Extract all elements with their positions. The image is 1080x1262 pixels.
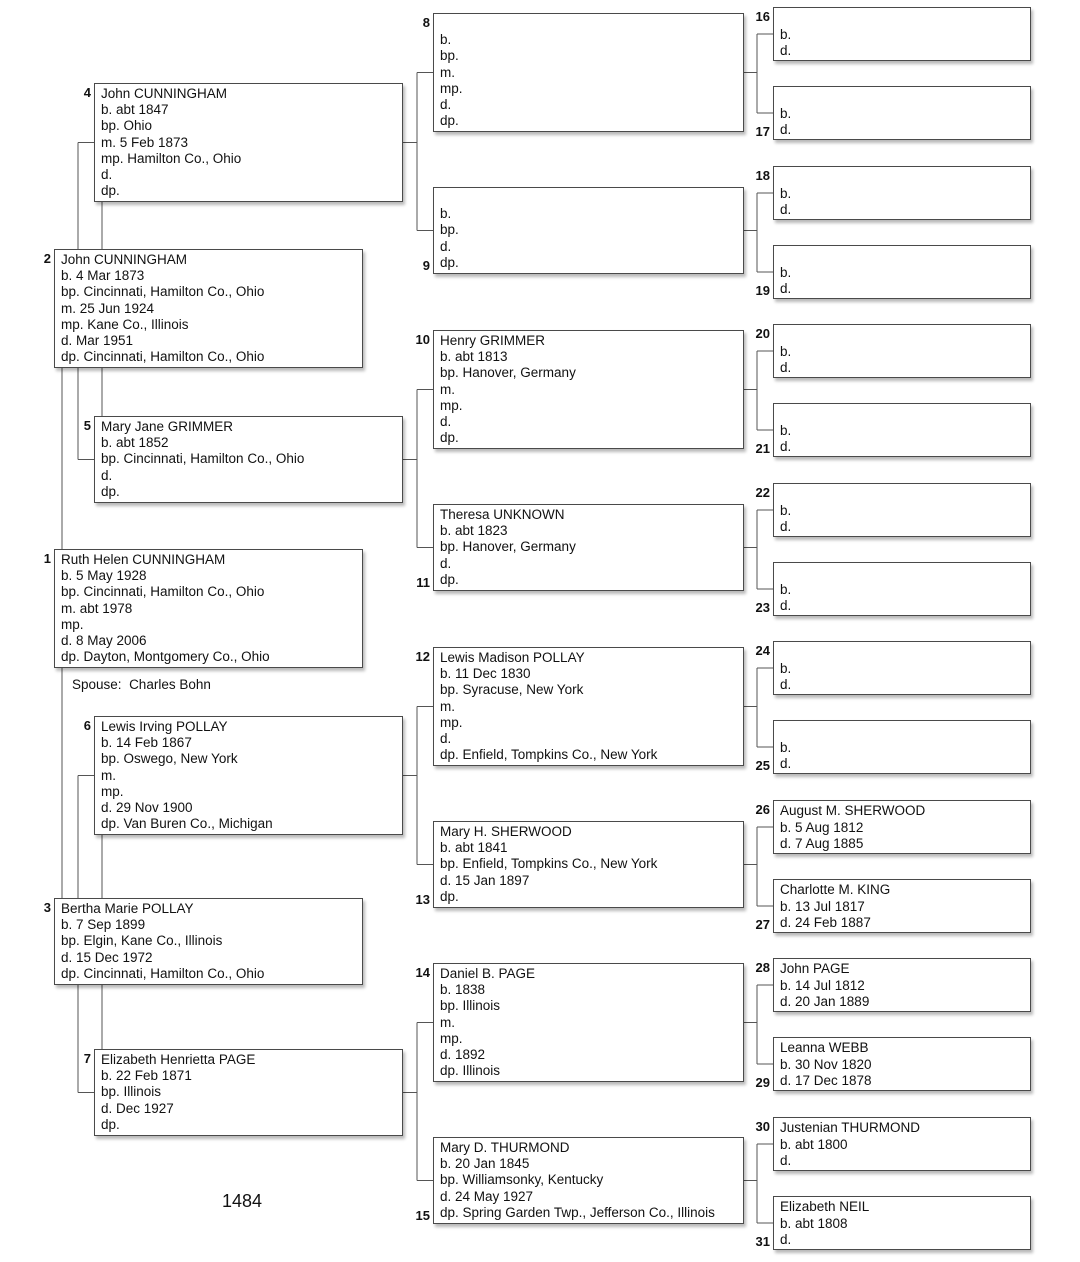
person-detail: b. [780,422,792,438]
person-detail: b. [780,660,792,676]
ahnentafel-number: 27 [755,917,770,932]
person-detail: bp. [440,48,459,64]
person-name: Elizabeth Henrietta PAGE [101,1052,256,1067]
person-name: Ruth Helen CUNNINGHAM [61,552,226,567]
person-detail: d. 15 Jan 1897 [440,872,530,888]
person-box-21 [773,403,1031,457]
person-detail: d. 24 Feb 1887 [780,914,871,930]
person-detail: dp. Enfield, Tompkins Co., New York [440,747,658,763]
person-box-31 [773,1196,1031,1250]
person-name: Daniel B. PAGE [440,966,536,981]
person-detail: dp. [101,483,120,499]
person-box-20 [773,324,1031,378]
person-name [780,644,1024,661]
person-detail: m. 25 Jun 1924 [61,300,155,316]
ahnentafel-number: 19 [755,283,770,298]
person-detail: mp. [440,80,463,96]
person-detail: m. abt 1978 [61,600,133,616]
person-detail: b. 5 Aug 1812 [780,819,864,835]
person-detail: b. [780,581,792,597]
ahnentafel-number: 1 [43,551,51,566]
person-name [780,169,1024,186]
person-name [780,486,1024,503]
person-box-15 [433,1137,744,1224]
person-detail: b. [780,343,792,359]
person-name [780,406,1024,423]
person-detail: dp. [101,183,120,199]
ahnentafel-number: 28 [755,960,770,975]
spouse-label: Spouse: [72,677,122,692]
person-box-12 [433,647,744,766]
person-detail: d. [440,730,452,746]
person-detail: mp. [440,397,463,413]
person-detail: bp. Oswego, New York [101,751,238,767]
person-box-16 [773,7,1031,61]
person-detail: d. [780,121,792,137]
person-detail: bp. [440,222,459,238]
person-name: John CUNNINGHAM [61,252,188,267]
person-detail: b. 14 Feb 1867 [101,735,192,751]
person-name: Justenian THURMOND [780,1120,921,1135]
person-detail: dp. Spring Garden Twp., Jefferson Co., Illinois [440,1204,715,1220]
person-detail: d. 7 Aug 1885 [780,835,864,851]
ahnentafel-number: 13 [415,892,430,907]
person-name: Charlotte M. KING [780,882,891,897]
person-detail: b. [780,264,792,280]
person-name: Bertha Marie POLLAY [61,901,194,916]
person-detail: mp. [101,783,124,799]
person-detail: dp. [440,430,459,446]
person-detail: bp. Elgin, Kane Co., Illinois [61,933,223,949]
person-detail: d. [101,166,113,182]
person-name [780,565,1024,582]
person-detail: bp. Williamsonky, Kentucky [440,1172,604,1188]
person-box-17 [773,86,1031,140]
person-detail: b. [780,739,792,755]
ahnentafel-number: 16 [755,9,770,24]
person-detail: d. [780,518,792,534]
person-detail: dp. [440,113,459,129]
person-detail: d. Mar 1951 [61,332,134,348]
person-detail: bp. Illinois [440,998,501,1014]
ahnentafel-number: 24 [755,643,770,658]
ahnentafel-number: 5 [83,418,91,433]
person-detail: m. [440,64,455,80]
person-detail: d. [440,96,452,112]
person-detail: b. abt 1813 [440,349,508,365]
ahnentafel-number: 4 [83,85,91,100]
person-box-24 [773,641,1031,695]
ahnentafel-number: 14 [415,965,430,980]
person-name [440,190,737,206]
spouse-line [72,677,211,692]
person-detail: b. 7 Sep 1899 [61,917,146,933]
ahnentafel-number: 18 [755,168,770,183]
person-detail: d. 29 Nov 1900 [101,799,193,815]
person-box-5 [94,416,403,503]
person-detail: b. abt 1823 [440,523,508,539]
person-box-3 [54,898,363,985]
ahnentafel-number: 31 [755,1234,770,1249]
person-detail: d. 15 Dec 1972 [61,949,153,965]
person-detail: d. [780,676,792,692]
ahnentafel-number: 17 [755,124,770,139]
person-name [780,723,1024,740]
person-detail: b. [780,26,792,42]
person-detail: b. abt 1841 [440,840,508,856]
person-box-29 [773,1037,1031,1091]
person-box-6 [94,716,403,835]
person-detail: b. [780,185,792,201]
person-detail: d. [780,1152,792,1168]
person-box-10 [433,330,744,449]
person-detail: b. 1838 [440,982,486,998]
person-detail: bp. Enfield, Tompkins Co., New York [440,856,658,872]
person-detail: m. [440,698,455,714]
person-detail: d. [440,413,452,429]
person-detail: b. 30 Nov 1820 [780,1056,872,1072]
person-detail: m. [440,381,455,397]
person-name [780,89,1024,106]
person-box-26 [773,800,1031,854]
person-detail: d. [780,201,792,217]
person-box-28 [773,958,1031,1012]
person-detail: b. [780,105,792,121]
person-detail: bp. Illinois [101,1084,162,1100]
person-detail: dp. [440,254,459,270]
person-detail: d. 20 Jan 1889 [780,993,870,1009]
person-box-18 [773,166,1031,220]
person-detail: d. 24 May 1927 [440,1188,534,1204]
person-detail: d. [440,238,452,254]
ahnentafel-number: 3 [43,900,51,915]
ahnentafel-number: 23 [755,600,770,615]
person-name: Mary Jane GRIMMER [101,419,234,434]
person-name: August M. SHERWOOD [780,803,926,818]
person-detail: b. abt 1852 [101,435,169,451]
ahnentafel-number: 10 [415,332,430,347]
ahnentafel-number: 20 [755,326,770,341]
person-detail: d. [780,438,792,454]
ahnentafel-number: 2 [43,251,51,266]
person-detail: d. [780,755,792,771]
ahnentafel-number: 11 [416,575,430,590]
person-detail: b. abt 1808 [780,1215,848,1231]
person-name: Mary H. SHERWOOD [440,824,572,839]
person-detail: m. [101,767,116,783]
person-detail: b. abt 1800 [780,1136,848,1152]
ahnentafel-number: 22 [755,485,770,500]
person-detail: bp. Cincinnati, Hamilton Co., Ohio [61,284,265,300]
person-detail: dp. Illinois [440,1063,501,1079]
person-detail: bp. Hanover, Germany [440,539,576,555]
person-name: Elizabeth NEIL [780,1199,870,1214]
ahnentafel-number: 26 [755,802,770,817]
person-detail: b. abt 1847 [101,102,169,118]
person-detail: dp. Van Buren Co., Michigan [101,816,273,832]
person-box-11 [433,504,744,591]
person-detail: bp. Cincinnati, Hamilton Co., Ohio [61,584,265,600]
person-detail: b. 22 Feb 1871 [101,1068,192,1084]
ahnentafel-number: 9 [422,258,430,273]
person-detail: bp. Cincinnati, Hamilton Co., Ohio [101,451,305,467]
person-box-23 [773,562,1031,616]
person-detail: d. [780,359,792,375]
person-detail: d. [440,555,452,571]
ahnentafel-number: 25 [755,758,770,773]
person-detail: d. [780,280,792,296]
person-detail: m. [440,1014,455,1030]
person-detail: b. [440,206,452,222]
person-detail: mp. [61,616,84,632]
person-box-25 [773,720,1031,774]
spouse-name: Charles Bohn [129,677,211,692]
person-detail: dp. [101,1116,120,1132]
person-detail: d. [780,597,792,613]
person-detail: b. [440,32,452,48]
person-detail: bp. Syracuse, New York [440,682,584,698]
person-detail: d. [780,42,792,58]
person-detail: mp. Hamilton Co., Ohio [101,150,242,166]
person-name [440,16,737,32]
person-box-22 [773,483,1031,537]
person-name: Henry GRIMMER [440,333,546,348]
person-detail: b. 5 May 1928 [61,568,147,584]
person-name: Mary D. THURMOND [440,1140,570,1155]
ahnentafel-number: 15 [415,1208,430,1223]
person-box-8 [433,13,744,132]
person-name: John CUNNINGHAM [101,86,228,101]
person-name [780,327,1024,344]
person-box-27 [773,879,1031,933]
person-detail: d. [101,467,113,483]
person-detail: dp. Cincinnati, Hamilton Co., Ohio [61,349,265,365]
person-box-1 [54,549,363,668]
person-name [780,10,1024,27]
person-detail: b. 4 Mar 1873 [61,268,145,284]
person-detail: bp. Ohio [101,118,153,134]
ahnentafel-number: 8 [422,15,430,30]
ahnentafel-number: 7 [83,1051,91,1066]
person-detail: mp. [440,1030,463,1046]
person-detail: d. 1892 [440,1046,486,1062]
person-detail: dp. Cincinnati, Hamilton Co., Ohio [61,965,265,981]
ahnentafel-number: 12 [415,649,430,664]
ahnentafel-number: 6 [83,718,91,733]
ahnentafel-number: 29 [755,1075,770,1090]
person-box-4 [94,83,403,202]
person-detail: dp. [440,888,459,904]
person-box-7 [94,1049,403,1136]
person-box-19 [773,245,1031,299]
person-detail: mp. Kane Co., Illinois [61,316,189,332]
person-name [780,248,1024,265]
person-name: Leanna WEBB [780,1040,869,1055]
person-name: John PAGE [780,961,850,976]
ahnentafel-number: 21 [755,441,770,456]
person-detail: d. [780,1231,792,1247]
person-box-14 [433,963,744,1082]
person-detail: b. 13 Jul 1817 [780,898,865,914]
person-detail: b. 11 Dec 1830 [440,666,531,682]
person-detail: d. 17 Dec 1878 [780,1072,872,1088]
person-detail: b. [780,502,792,518]
person-box-13 [433,821,744,908]
person-detail: dp. [440,571,459,587]
person-box-2 [54,249,363,368]
person-name: Theresa UNKNOWN [440,507,565,522]
person-detail: d. Dec 1927 [101,1100,174,1116]
person-detail: bp. Hanover, Germany [440,365,576,381]
person-name: Lewis Irving POLLAY [101,719,228,734]
person-detail: b. 14 Jul 1812 [780,977,865,993]
person-detail: b. 20 Jan 1845 [440,1156,530,1172]
person-name: Lewis Madison POLLAY [440,650,585,665]
chart-number: 1484 [222,1191,263,1211]
person-detail: d. 8 May 2006 [61,632,147,648]
ahnentafel-number: 30 [755,1119,770,1134]
person-box-30 [773,1117,1031,1171]
person-detail: mp. [440,714,463,730]
person-detail: m. 5 Feb 1873 [101,134,189,150]
person-box-9 [433,187,744,274]
person-detail: dp. Dayton, Montgomery Co., Ohio [61,649,270,665]
